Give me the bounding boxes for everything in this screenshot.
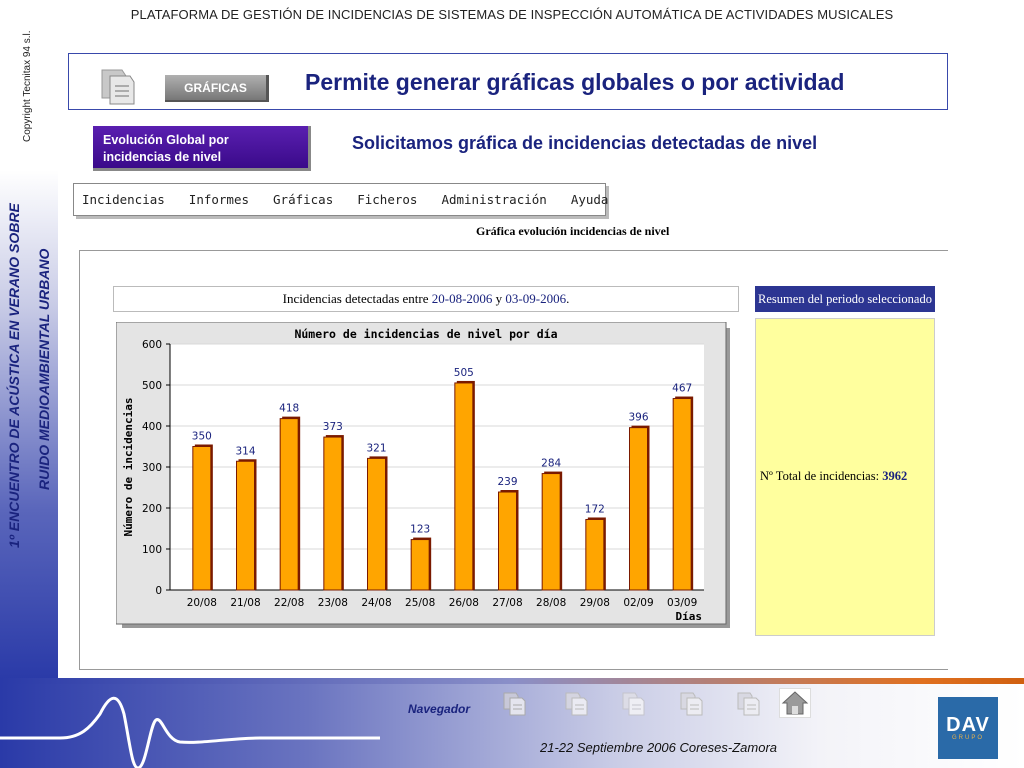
summary-header: Resumen del periodo seleccionado — [755, 286, 935, 312]
x-tick-label: 25/08 — [405, 597, 436, 609]
menu-item-administracion[interactable]: Administración — [441, 192, 547, 207]
y-tick-label: 300 — [141, 462, 162, 474]
bar-value-label: 321 — [366, 442, 387, 455]
y-tick-label: 200 — [141, 503, 162, 515]
dav-logo — [938, 697, 998, 759]
nav-document-icon-5[interactable] — [737, 692, 761, 716]
period-start-date: 20-08-2006 — [431, 291, 493, 306]
copyright-text: Copyright Tecnitax 94 s.l. — [22, 30, 33, 142]
request-description: Solicitamos gráfica de incidencias detectadas de nivel — [352, 133, 818, 153]
bar-value-label: 373 — [322, 421, 343, 434]
summary-total-value: 3962 — [882, 469, 908, 483]
event-title-line-2: RUIDO MEDIOAMBIENTAL URBANO — [36, 248, 52, 490]
incidents-bar-chart — [116, 322, 732, 630]
section-heading: Permite generar gráficas globales o por actividad — [305, 69, 845, 95]
evolution-label: Evolución Global por incidencias de nivel — [93, 126, 311, 171]
bar — [630, 428, 648, 590]
menu-item-informes[interactable]: Informes — [188, 192, 250, 207]
bar-value-label: 350 — [191, 430, 212, 443]
bar — [673, 399, 691, 590]
x-tick-label: 28/08 — [536, 597, 567, 609]
bar — [237, 461, 255, 590]
app-menu-bar — [73, 183, 609, 216]
platform-title: PLATAFORMA DE GESTIÓN DE INCIDENCIAS DE SISTEMAS DE INSPECCIÓN AUTOMÁTICA DE ACTIVIDADES MUSICALES — [130, 7, 894, 22]
y-tick-label: 400 — [141, 421, 162, 433]
event-date: 21-22 Septiembre 2006 Coreses-Zamora — [540, 740, 778, 755]
x-tick-label: 26/08 — [448, 597, 479, 609]
y-tick-label: 0 — [155, 585, 162, 597]
period-summary — [113, 286, 739, 312]
summary-total-label: Nº Total de incidencias: — [760, 469, 883, 483]
x-tick-label: 22/08 — [274, 597, 305, 609]
bar — [499, 492, 517, 590]
bar — [280, 419, 298, 590]
event-title-line-1: 1º ENCUENTRO DE ACÚSTICA EN VERANO SOBRE — [6, 203, 22, 548]
y-axis-label: Número de incidencias — [122, 397, 135, 537]
bar-value-label: 314 — [235, 445, 256, 458]
x-tick-label: 02/09 — [623, 597, 654, 609]
nav-document-icon-2[interactable] — [565, 692, 589, 716]
bar-value-label: 239 — [497, 476, 518, 489]
x-tick-label: 29/08 — [579, 597, 610, 609]
navigator-label: Navegador — [408, 702, 471, 716]
x-tick-label: 27/08 — [492, 597, 523, 609]
bar — [586, 519, 604, 590]
x-axis-label: Días — [675, 610, 702, 623]
bar — [193, 447, 211, 591]
x-tick-label: 21/08 — [230, 597, 261, 609]
y-tick-label: 100 — [141, 544, 162, 556]
menu-item-incidencias[interactable]: Incidencias — [82, 192, 165, 207]
x-tick-label: 03/09 — [667, 597, 698, 609]
bar — [411, 540, 429, 590]
x-tick-label: 23/08 — [317, 597, 348, 609]
bar — [324, 437, 342, 590]
bar — [368, 458, 386, 590]
chart-title: Número de incidencias de nivel por día — [294, 327, 558, 341]
document-icon — [100, 68, 138, 111]
nav-document-icon-4[interactable] — [680, 692, 704, 716]
x-tick-label: 24/08 — [361, 597, 392, 609]
period-suffix: . — [566, 291, 570, 306]
logo-subtext: GRUPO — [951, 735, 984, 741]
menu-item-ficheros[interactable]: Ficheros — [357, 192, 418, 207]
bar-value-label: 467 — [672, 382, 693, 395]
waveform-decoration — [0, 684, 380, 768]
logo-text: DAV — [946, 714, 990, 736]
y-tick-label: 600 — [141, 339, 162, 351]
menu-item-ayuda[interactable]: Ayuda — [570, 192, 609, 207]
home-icon[interactable] — [779, 688, 811, 718]
chart-caption: Gráfica evolución incidencias de nivel — [476, 224, 670, 238]
bar-value-label: 418 — [279, 402, 300, 415]
period-prefix: Incidencias detectadas entre — [282, 291, 429, 306]
bar-value-label: 123 — [410, 523, 431, 536]
bar — [542, 474, 560, 590]
period-end-date: 03-09-2006 — [505, 291, 567, 306]
nav-document-icon-3[interactable] — [622, 692, 646, 716]
summary-total — [760, 469, 907, 484]
bar-value-label: 284 — [541, 457, 562, 470]
bar-value-label: 396 — [628, 411, 649, 424]
graficas-button[interactable]: GRÁFICAS — [165, 75, 269, 102]
bar — [455, 383, 473, 590]
x-tick-label: 20/08 — [186, 597, 217, 609]
bar-value-label: 505 — [453, 366, 474, 379]
y-tick-label: 500 — [141, 380, 162, 392]
nav-document-icon-1[interactable] — [503, 692, 527, 716]
bar-value-label: 172 — [584, 503, 605, 516]
menu-item-graficas[interactable]: Gráficas — [273, 192, 334, 207]
period-mid: y — [492, 291, 506, 306]
